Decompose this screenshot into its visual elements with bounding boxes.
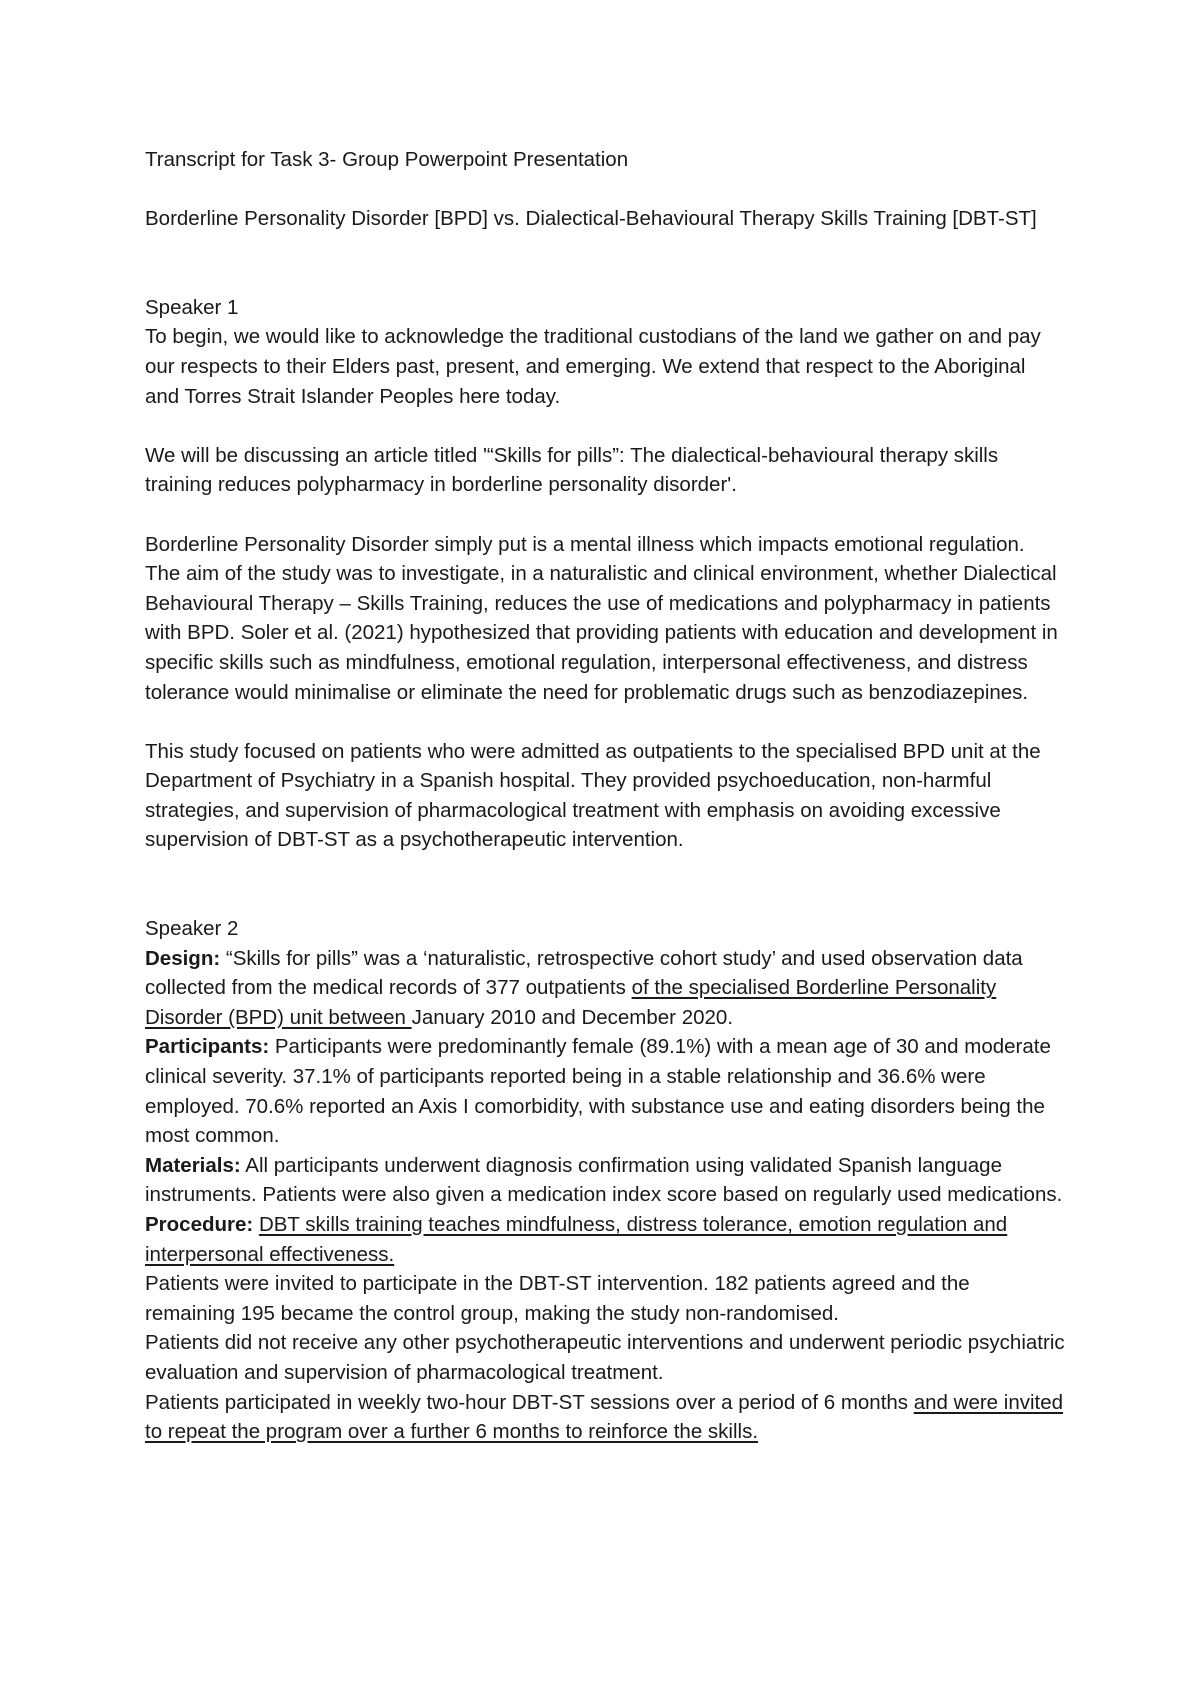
spacer [145,411,1065,441]
procedure-label: Procedure: [145,1213,254,1236]
procedure-sessions-paragraph [145,1388,1065,1447]
procedure-underlined-text: DBT skills training teaches mindfulness, distress tolerance, emotion regulation and interpersonal effectiveness. [145,1213,1008,1266]
procedure-sessions-text: Patients participated in weekly two-hour DBT-ST sessions over a period of 6 months [145,1390,914,1414]
design-tail: January 2010 and December 2020. [411,1005,734,1029]
design-underlined-text: of the specialised Borderline Personality Disorder (BPD) unit between [145,976,997,1029]
participants-label: Participants: [145,1035,270,1059]
participants-text: Participants were predominantly female (89.1%) with a mean age of 30 and moderate clinical severity. 37.1% of participants reported being in a stable relationship and 36.6% were employed. 70.6% reported an Axis I comorbidity, with substance use and eating disorders being the most common. [145,1035,1051,1148]
speaker-1-article-intro: We will be discussing an article titled '“Skills for pills”: The dialectical-behavioural therapy skills training reduces polypharmacy in borderline personality disorder'. [145,443,999,497]
design-paragraph [145,944,1065,1033]
materials-text: All participants underwent diagnosis confirmation using validated Spanish language instruments. Patients were also given a medication index score based on regularly used medications. [145,1153,1063,1207]
document-subtitle: Borderline Personality Disorder [BPD] vs. Dialectical-Behavioural Therapy Skills Training [DBT-ST] [145,207,1037,231]
speaker-1-heading: Speaker 1 [145,295,239,319]
spacer [145,175,1065,205]
materials-paragraph [145,1151,1065,1210]
document-title: Transcript for Task 3- Group Powerpoint Presentation [145,148,629,171]
procedure-evaluation-paragraph: Patients did not receive any other psychotherapeutic interventions and underwent periodic psychiatric evaluation and supervision of pharmacological treatment. [145,1331,1065,1384]
procedure-invitation-paragraph: Patients were invited to participate in the DBT-ST intervention. 182 patients agreed and the remaining 195 became the control group, making the study non-randomised. [145,1272,970,1325]
procedure-paragraph [145,1210,1065,1269]
speaker-1-acknowledgement: To begin, we would like to acknowledge the traditional custodians of the land we gather on and pay our respects to their Elders past, present, and emerging. We extend that respect to the Aboriginal and Torres Strait Islander Peoples here today. [145,325,1041,408]
spacer [145,234,1065,293]
design-label: Design: [145,946,221,970]
speaker-1-focus-paragraph: This study focused on patients who were admitted as outpatients to the specialised BPD unit at the Department of Psychiatry in a Spanish hospital. They provided psychoeducation, non-harmful strategies, and supervision of pharmacological treatment with emphasis on avoiding excessive supervision of DBT-ST as a psychotherapeutic intervention. [145,739,1041,852]
spacer [145,855,1065,914]
speaker-1-aim-paragraph: Borderline Personality Disorder simply put is a mental illness which impacts emotional regulation. The aim of the study was to investigate, in a naturalistic and clinical environment, whether Dialectical Behavioural Therapy – Skills Training, reduces the use of medications and polypharmacy in patients with BPD. Soler et al. (2021) hypothesized that providing patients with education and development in specific skills such as mindfulness, emotional regulation, interpersonal effectiveness, and distress tolerance would minimalise or eliminate the need for problematic drugs such as benzodiazepines. [145,532,1058,704]
spacer [145,500,1065,530]
speaker-2-heading: Speaker 2 [145,917,239,941]
participants-paragraph [145,1032,1065,1150]
design-text: “Skills for pills” was a ‘naturalistic, retrospective cohort study’ and used observation data collected from the medical records of 377 outpatients [145,946,1023,1000]
spacer [145,707,1065,737]
procedure-sessions-underlined: and were invited to repeat the program over a further 6 months to reinforce the skills. [145,1390,1064,1444]
document-page [145,145,1065,1447]
materials-label: Materials: [145,1153,241,1177]
